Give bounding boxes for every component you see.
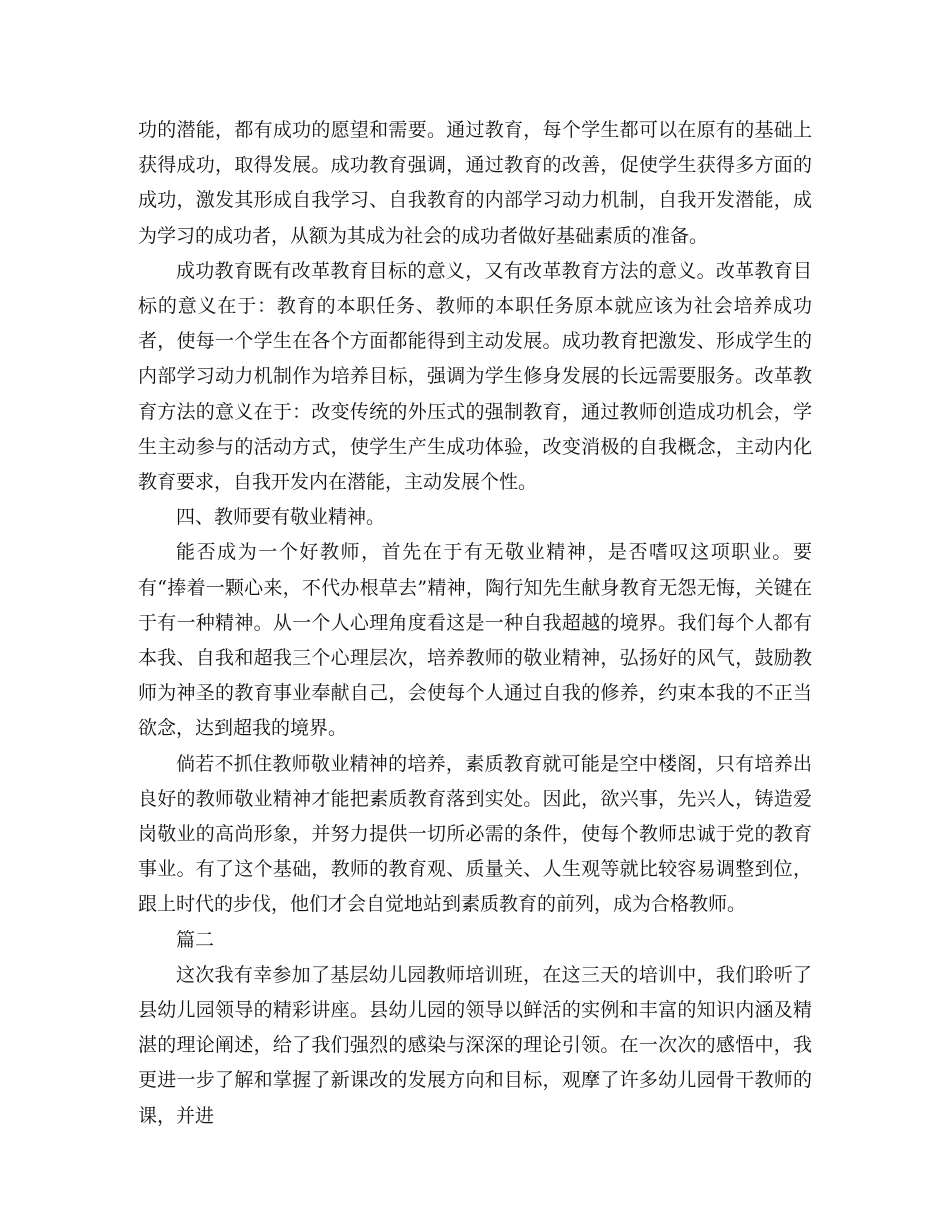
- paragraph-quality-education: 倘若不抓住教师敬业精神的培养，素质教育就可能是空中楼阁，只有培养出良好的教师敬业精神才能把素质教育落到实处。因此，欲兴事，先兴人，铸造爱岗敬业的高尚形象，并努力提供一切所必需的条件，使每个教师忠诚于党的教育事业。有了这个基础，教师的教育观、质量关、人生观等就比较容易调整到位，跟上时代的步伐，他们才会自觉地站到素质教育的前列，成为合格教师。: [138, 752, 812, 916]
- section-heading-dedication: 四、教师要有敬业精神。: [176, 506, 386, 529]
- document-page: [138, 113, 812, 1134]
- paragraph-success-education: 成功教育既有改革教育目标的意义，又有改革教育方法的意义。改革教育目标的意义在于：教育的本职任务、教师的本职任务原本就应该为社会培养成功者，使每一个学生在各个方面都能得到主动发展。成功教育把激发、形成学生的内部学习动力机制作为培养目标，强调为学生修身发展的长远需要服务。改革教育方法的意义在于：改变传统的外压式的强制教育，通过教师创造成功机会，学生主动参与的活动方式，使学生产生成功体验，改变消极的自我概念，主动内化教育要求，自我开发内在潜能，主动发展个性。: [138, 259, 812, 494]
- section-heading-part-two: 篇二: [176, 928, 215, 951]
- paragraph-dedication: 能否成为一个好教师，首先在于有无敬业精神，是否嗜叹这项职业。要有“捧着一颗心来，不代办根草去”精神，陶行知先生献身教育无怨无悔，关键在于有一种精神。从一个人心理角度看这是一种自我超越的境界。我们每个人都有本我、自我和超我三个心理层次，培养教师的敬业精神，弘扬好的风气，鼓励教师为神圣的教育事业奉献自己，会使每个人通过自我的修养，约束本我的不正当欲念，达到超我的境界。: [138, 541, 812, 740]
- paragraph-continued: 功的潜能，都有成功的愿望和需要。通过教育，每个学生都可以在原有的基础上获得成功，取得发展。成功教育强调，通过教育的改善，促使学生获得多方面的成功，激发其形成自我学习、自我教育的内部学习动力机制，自我开发潜能，成为学习的成功者，从额为其成为社会的成功者做好基础素质的准备。: [138, 119, 812, 247]
- paragraph-training: 这次我有幸参加了基层幼儿园教师培训班，在这三天的培训中，我们聆听了县幼儿园领导的精彩讲座。县幼儿园的领导以鲜活的实例和丰富的知识内涵及精湛的理论阐述，给了我们强烈的感染与深深的理论引领。在一次次的感悟中，我更进一步了解和掌握了新课改的发展方向和目标，观摩了许多幼儿园骨干教师的课，并进: [138, 963, 812, 1127]
